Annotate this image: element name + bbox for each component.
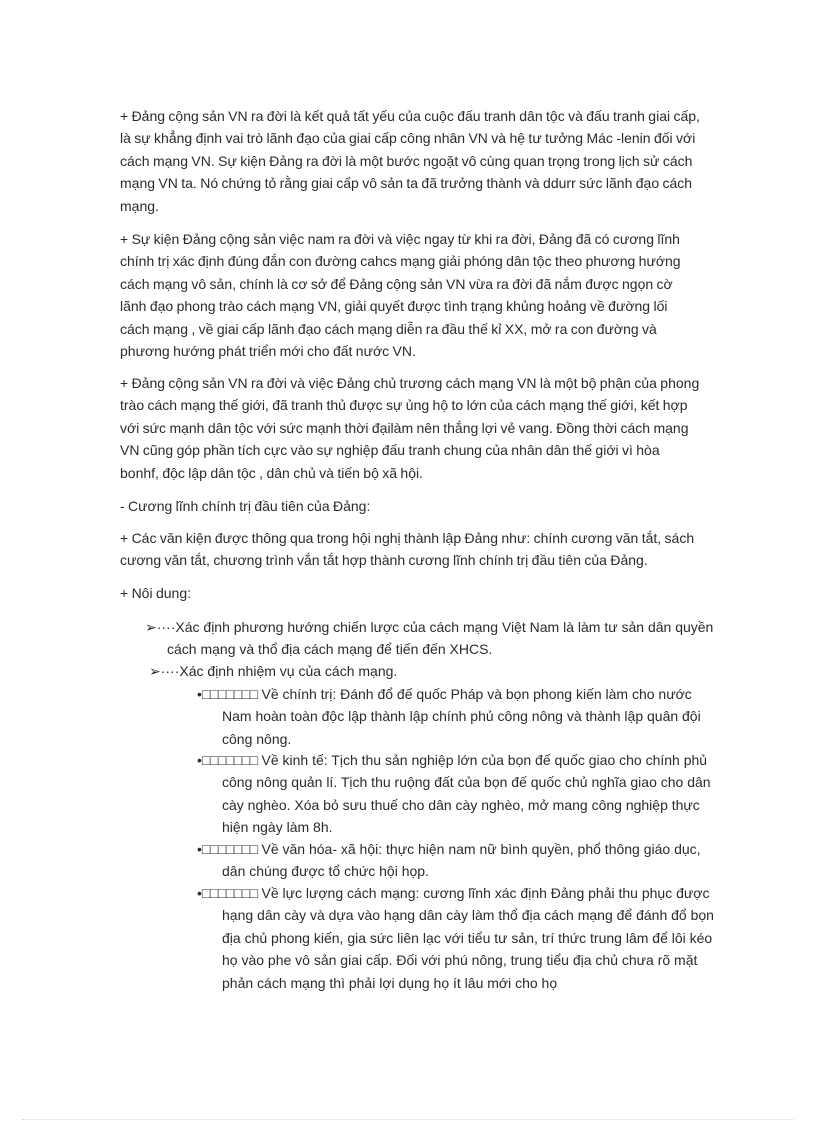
arrow-bullet-icon: ➢···· — [149, 663, 180, 679]
paragraph-world-revolution: + Đảng cộng sản VN ra đời và việc Đảng chủ trương cách mạng VN là một bộ phận của phong trào cách mạng thế giới, đã tranh thủ được sự ủng hộ to lớn của cách mạng thế giới, kết hợp với sức mạnh dân tộc với sức mạnh thời đạilàm nên thắng lợi vẻ vang. Đồng thời cách mạng VN cũng góp phần tích cực vào sự nghiệp đấu tranh chung của nhân dân thế giới vì hòa bonhf, độc lập dân tộc , dân chủ và tiến bộ xã hội. — [120, 375, 700, 481]
sub-item-text: Về kinh tế: Tịch thu sản nghiệp lớn của bọn đế quốc giao cho chính phủ công nông quản lí. Tịch thu ruộng đất của bọn đế quốc chủ nghĩa giao cho dân cày nghèo. Xóa bỏ sưu thuế cho dân cày nghèo, mở mang công nghiệp thực hiện ngày làm 8h. — [222, 752, 711, 836]
sub-item-economy — [197, 749, 722, 839]
placeholder-glyph-boxes: □□□□□□□ — [201, 841, 258, 857]
dot-bullet-icon: • — [197, 841, 202, 857]
placeholder-glyph-boxes: □□□□□□□ — [201, 752, 258, 768]
placeholder-glyph-boxes: □□□□□□□ — [201, 885, 258, 901]
dot-bullet-icon: • — [197, 885, 202, 901]
sub-item-revolutionary-forces — [197, 882, 722, 994]
sub-item-culture-society — [197, 838, 722, 883]
page-bottom-divider — [22, 1119, 794, 1120]
sub-item-text: Về lực lượng cách mạng: cương lĩnh xác định Đảng phải thu phục được hạng dân cày và dựa vào hạng dân cày làm thổ địa cách mạng để đánh đổ bọn địa chủ phong kiến, gia sức liên lạc với tiểu tư sản, trí thức trung lâm để lôi kéo họ vào phe vô sản giai cấp. Đối với phú nông, trung tiểu địa chủ chưa rõ mặt phản cách mạng thì phải lợi dụng họ ít lâu mới cho họ — [222, 885, 714, 991]
paragraph-party-political-platform: + Sự kiện Đảng cộng sản việc nam ra đời và việc ngay từ khi ra đời, Đảng đã có cương lĩnh chính trị xác định đúng đắn con đường cahcs mạng giải phóng dân tộc theo phương hướng cách mạng vô sản, chính là cơ sở để Đảng cộng sản VN vừa ra đời đã nắm được ngọn cờ lãnh đạo phong trào cách mạng VN, giải quyết được tình trạng khủng hoảng về đường lối cách mạng , về giai cấp lãnh đạo cách mạng diễn ra đầu thế kỉ XX, mở ra con đường và phương hướng phát triển mới cho đất nước VN. — [120, 231, 681, 360]
sub-item-text: Về chính trị: Đánh đổ đế quốc Pháp và bọn phong kiến làm cho nước Nam hoàn toàn độc lập thành lập chính phủ công nông và thành lập quân đội công nông. — [222, 686, 701, 747]
sub-item-text: Về văn hóa- xã hội: thực hiện nam nữ bình quyền, phổ thông giáo dục, dân chúng được tổ chức hội họp. — [222, 841, 701, 880]
placeholder-glyph-boxes: □□□□□□□ — [201, 686, 258, 702]
paragraph-first-platform-heading: - Cương lĩnh chính trị đầu tiên của Đảng: — [120, 498, 371, 514]
dot-bullet-icon: • — [197, 752, 202, 768]
list-item-text: Xác định phương hướng chiến lược của cách mạng Việt Nam là làm tư sản dân quyền cách mạng và thổ địa cách mạng để tiến đến XHCS. — [167, 619, 714, 657]
paragraph-content-heading: + Nôi dung: — [120, 585, 191, 601]
list-item-text: Xác định nhiệm vụ của cách mạng. — [179, 663, 398, 679]
dot-bullet-icon: • — [197, 686, 202, 702]
list-item-revolution-tasks — [149, 660, 731, 682]
arrow-bullet-icon: ➢···· — [145, 619, 176, 635]
sub-item-politics — [197, 683, 722, 750]
paragraph-party-founding-result: + Đảng cộng sản VN ra đời là kết quả tất yếu của cuộc đấu tranh dân tộc và đấu tranh giai cấp, là sự khẳng định vai trò lãnh đạo của giai cấp công nhân VN và hệ tư tưởng Mác -lenin đối với cách mạng VN. Sự kiện Đảng ra đời là một bước ngoặt vô cùng quan trọng trong lịch sử cách mạng VN ta. Nó chứng tỏ rằng giai cấp vô sản ta đã trưởng thành và ddurr sức lãnh đạo cách mạng. — [120, 108, 700, 214]
paragraph-documents-adopted: + Các văn kiện được thông qua trong hội nghị thành lập Đảng như: chính cương văn tắt, sách cương văn tắt, chương trình vắn tắt hợp thành cương lĩnh chính trị đầu tiên của Đảng. — [120, 530, 695, 569]
list-item-strategic-direction — [145, 616, 727, 660]
